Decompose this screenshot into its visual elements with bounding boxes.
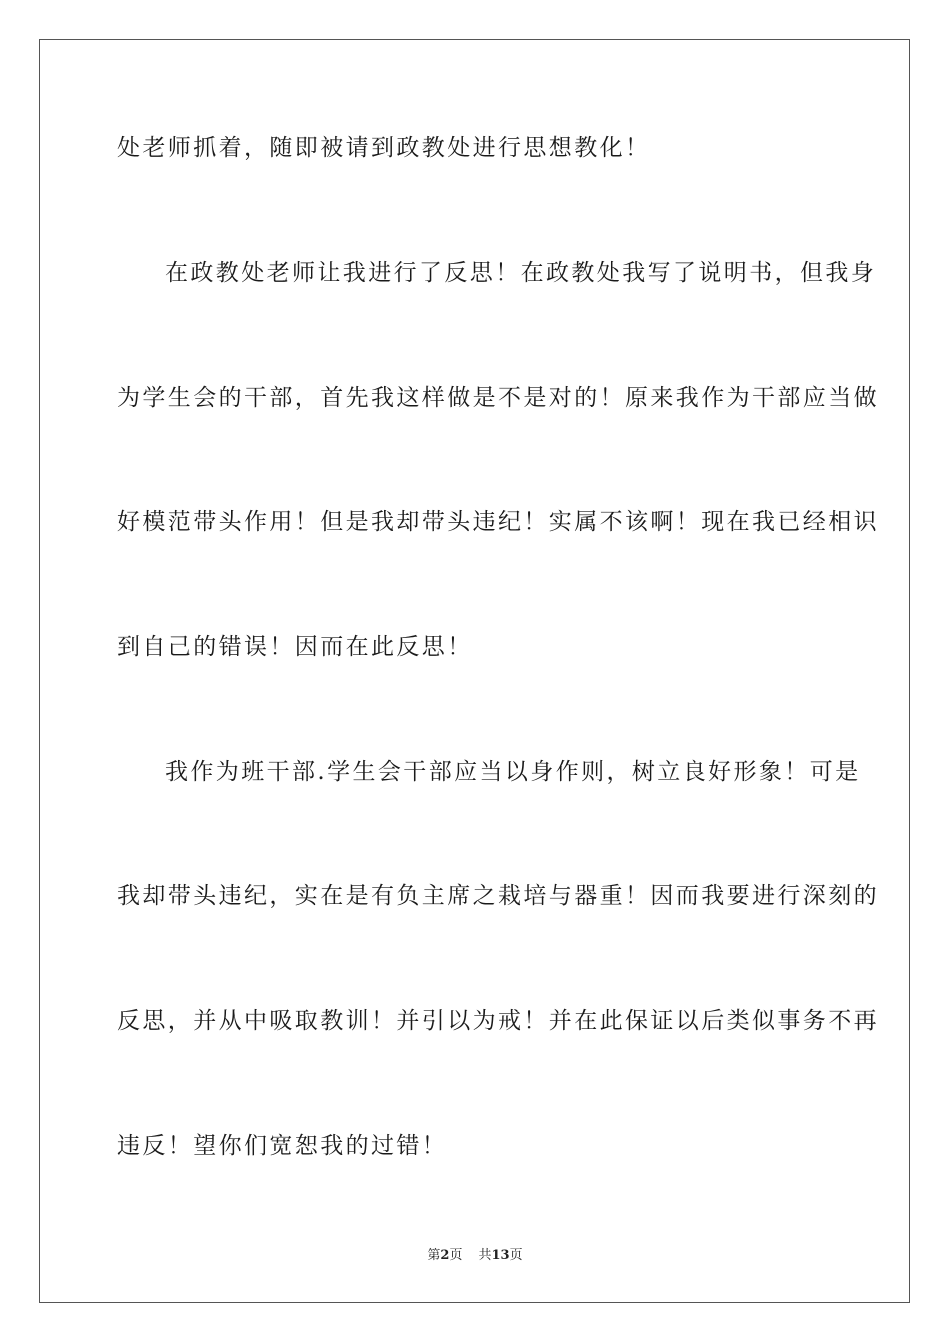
total-suffix: 页 xyxy=(509,1248,523,1263)
body-line-8: 反思，并从中吸取教训！并引以为戒！并在此保证以后类似事务不再 xyxy=(117,1008,879,1034)
page-prefix: 第 xyxy=(427,1248,441,1263)
body-line-7: 我却带头违纪，实在是有负主席之栽培与器重！因而我要进行深刻的 xyxy=(117,883,879,909)
page-suffix: 页 xyxy=(449,1248,463,1263)
page-footer xyxy=(0,1247,950,1265)
total-prefix: 共 xyxy=(478,1248,492,1263)
body-line-6: 我作为班干部.学生会干部应当以身作则，树立良好形象！可是 xyxy=(165,759,861,785)
current-page-number: 2 xyxy=(440,1248,450,1263)
page-border xyxy=(39,39,910,1303)
body-line-1: 处老师抓着，随即被请到政教处进行思想教化！ xyxy=(117,135,651,161)
body-line-5: 到自己的错误！因而在此反思！ xyxy=(117,634,473,660)
body-line-2: 在政教处老师让我进行了反思！在政教处我写了说明书，但我身 xyxy=(165,260,877,286)
body-line-4: 好模范带头作用！但是我却带头违纪！实属不该啊！现在我已经相识 xyxy=(117,509,879,535)
total-pages-number: 13 xyxy=(491,1248,510,1263)
body-line-9: 违反！望你们宽恕我的过错！ xyxy=(117,1133,448,1159)
body-line-3: 为学生会的干部，首先我这样做是不是对的！原来我作为干部应当做 xyxy=(117,385,879,411)
